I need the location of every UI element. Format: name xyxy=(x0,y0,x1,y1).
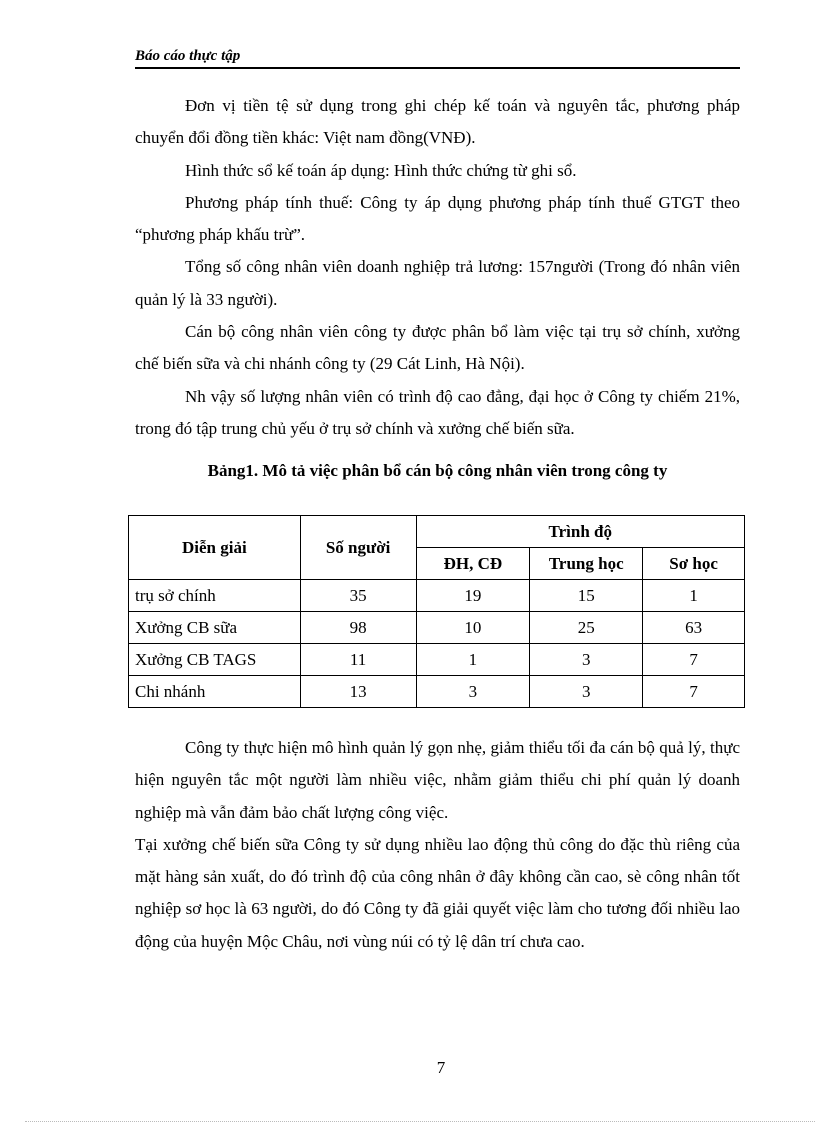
row-primary: 7 xyxy=(643,676,745,708)
row-name: Xưởng CB sữa xyxy=(129,612,301,644)
row-university: 1 xyxy=(416,644,530,676)
page-bottom-divider xyxy=(25,1121,815,1122)
row-count: 98 xyxy=(300,612,416,644)
row-university: 10 xyxy=(416,612,530,644)
table-header-row xyxy=(129,516,745,548)
row-highschool: 15 xyxy=(530,580,643,612)
paragraph-currency: Đơn vị tiền tệ sử dụng trong ghi chép kế toán và nguyên tắc, phương pháp chuyển đổi đồng tiền khác: Việt nam đồng(VNĐ). xyxy=(135,96,740,148)
paragraph-tax: Phương pháp tính thuế: Công ty áp dụng phương pháp tính thuế GTGT theo “phương pháp khấu trừ”. xyxy=(135,192,740,245)
row-highschool: 25 xyxy=(530,612,643,644)
paragraph-bookkeeping: Hình thức sổ kế toán áp dụng: Hình thức chứng từ ghi sổ. xyxy=(185,160,577,180)
page-header: Báo cáo thực tập xyxy=(135,48,740,69)
table-row xyxy=(129,644,745,676)
row-primary: 63 xyxy=(643,612,745,644)
row-university: 3 xyxy=(416,676,530,708)
row-highschool: 3 xyxy=(530,676,643,708)
body-text-bottom xyxy=(135,732,740,958)
paragraph-dairy-workshop: Tại xưởng chế biến sữa Công ty sử dụng nhiều lao động thủ công do đặc thù riêng của mặt hàng sản xuất, do đó trình độ của công nhân ở đây không cần cao, sè công nhân tốt nghiệp sơ học là 63 người, do đó Công ty đã giải quyết việc làm cho tương đối nhiều lao động của huyện Mộc Châu, nơi vùng núi có tỷ lệ dân trí chưa cao. xyxy=(135,834,740,951)
row-count: 11 xyxy=(300,644,416,676)
header-description: Diễn giải xyxy=(129,516,301,580)
paragraph-allocation: Cán bộ công nhân viên công ty được phân bổ làm việc tại trụ sở chính, xưởng chế biến sữa và chi nhánh công ty (29 Cát Linh, Hà Nội). xyxy=(135,322,740,374)
paragraph-education: Nh vậy số lượng nhân viên có trình độ cao đẳng, đại học ở Công ty chiếm 21%, trong đó tập trung chủ yếu ở trụ sở chính và xưởng chế biến sữa. xyxy=(135,386,740,438)
header-count: Số người xyxy=(300,516,416,580)
row-name: Xưởng CB TAGS xyxy=(129,644,301,676)
table-row xyxy=(129,580,745,612)
header-university: ĐH, CĐ xyxy=(416,548,530,580)
table-caption: Bảng1. Mô tả việc phân bổ cán bộ công nhân viên trong công ty xyxy=(207,461,668,481)
table-row xyxy=(129,676,745,708)
row-count: 13 xyxy=(300,676,416,708)
paragraph-management-model: Công ty thực hiện mô hình quản lý gọn nhẹ, giảm thiểu tối đa cán bộ quả lý, thực hiện nguyên tắc một người làm nhiều việc, nhằm giảm thiểu chi phí quản lý doanh nghiệp mà vẫn đảm bảo chất lượng công việc. xyxy=(135,738,740,822)
header-level: Trình độ xyxy=(416,516,744,548)
row-primary: 1 xyxy=(643,580,745,612)
row-highschool: 3 xyxy=(530,644,643,676)
header-primary: Sơ học xyxy=(643,548,745,580)
page-number: 7 xyxy=(436,1058,446,1077)
header-highschool: Trung học xyxy=(530,548,643,580)
body-text-top xyxy=(135,90,740,484)
row-count: 35 xyxy=(300,580,416,612)
row-name: Chi nhánh xyxy=(129,676,301,708)
table-row xyxy=(129,612,745,644)
paragraph-employees: Tổng số công nhân viên doanh nghiệp trả lương: 157người (Trong đó nhân viên quản lý là 33 người). xyxy=(135,257,740,309)
row-primary: 7 xyxy=(643,644,745,676)
row-name: trụ sở chính xyxy=(129,580,301,612)
row-university: 19 xyxy=(416,580,530,612)
staff-allocation-table xyxy=(128,515,745,708)
